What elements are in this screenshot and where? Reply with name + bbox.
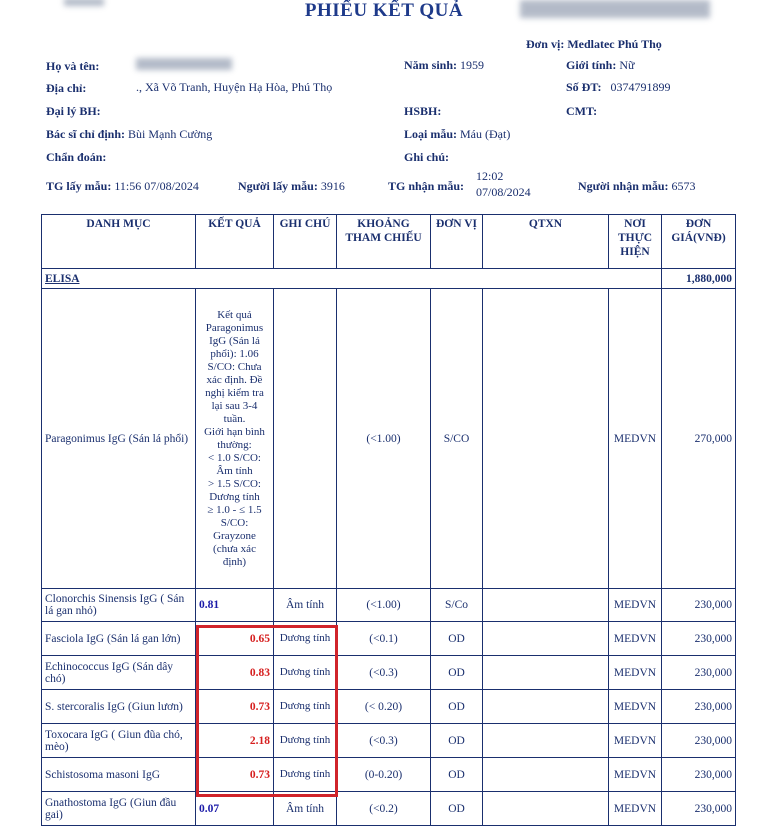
table-row <box>42 724 736 758</box>
receive-time-label: TG nhận mẫu: <box>388 179 465 193</box>
doctor-field <box>46 127 212 142</box>
note-cell: Âm tính <box>274 589 337 622</box>
qtxn-cell <box>483 656 609 690</box>
collector-label: Người lấy mẫu: <box>238 179 318 193</box>
result-line: nghị kiểm tra <box>205 386 264 399</box>
item-name: Gnathostoma IgG (Giun đầu gai) <box>42 792 196 826</box>
result-line: định) <box>222 555 247 568</box>
redacted-name <box>136 58 232 70</box>
unit-cell: S/Co <box>431 589 483 622</box>
ref-cell: (<0.2) <box>337 792 431 826</box>
address-label: Địa chỉ: <box>46 81 87 95</box>
phone-label: Số ĐT: <box>566 80 602 94</box>
result-line: Grayzone <box>213 529 256 542</box>
result-cell: 0.81 <box>196 589 274 622</box>
header-ref <box>337 215 431 269</box>
gender-label: Giới tính: <box>566 58 617 72</box>
item-name: Clonorchis Sinensis IgG ( Sán lá gan nhỏ) <box>42 589 196 622</box>
price-cell: 230,000 <box>662 690 736 724</box>
result-line: Dương tính <box>209 490 260 503</box>
unit-label: Đơn vị: <box>526 37 565 51</box>
unit-cell: OD <box>431 622 483 656</box>
header-place-line2: THỰC <box>617 232 653 244</box>
result-line: ≥ 1.0 - ≤ 1.5 <box>207 503 262 516</box>
result-line: Kết quả <box>217 308 252 321</box>
sample-time-field <box>46 179 199 194</box>
unit-line <box>526 37 662 52</box>
unit-cell: OD <box>431 724 483 758</box>
note-cell: Âm tính <box>274 792 337 826</box>
phone-field <box>566 80 670 95</box>
header-price <box>662 215 736 269</box>
unit-cell: S/CO <box>431 289 483 589</box>
header-place <box>609 215 662 269</box>
header-place-line1: NƠI <box>624 218 646 230</box>
paragonimus-result <box>196 289 274 589</box>
qtxn-cell <box>483 589 609 622</box>
table-row <box>42 622 736 656</box>
table-row <box>42 656 736 690</box>
qtxn-cell <box>483 289 609 589</box>
redacted-barcode <box>520 0 710 18</box>
item-name: Fasciola IgG (Sán lá gan lớn) <box>42 622 196 656</box>
header-result: KẾT QUẢ <box>196 215 274 269</box>
price-cell: 230,000 <box>662 758 736 792</box>
item-name: Paragonimus IgG (Sán lá phổi) <box>42 289 196 589</box>
ref-cell: (<1.00) <box>337 289 431 589</box>
qtxn-cell <box>483 690 609 724</box>
header-qtxn: QTXN <box>483 215 609 269</box>
diagnosis-label: Chẩn đoán: <box>46 150 107 164</box>
table-row <box>42 289 736 589</box>
result-line: IgG (Sán lá <box>209 334 260 347</box>
qtxn-cell <box>483 622 609 656</box>
result-line: phổi): 1.06 <box>210 347 259 360</box>
place-cell: MEDVN <box>609 758 662 792</box>
unit-cell: OD <box>431 690 483 724</box>
qtxn-cell <box>483 792 609 826</box>
ref-cell: (<1.00) <box>337 589 431 622</box>
agent-label: Đại lý BH: <box>46 104 101 118</box>
price-cell: 230,000 <box>662 656 736 690</box>
place-cell: MEDVN <box>609 724 662 758</box>
price-cell: 230,000 <box>662 724 736 758</box>
ref-cell: (0-0.20) <box>337 758 431 792</box>
phone-value: 0374791899 <box>610 80 671 94</box>
name-label: Họ và tên: <box>46 59 100 73</box>
result-line: thường: <box>217 438 252 451</box>
place-cell: MEDVN <box>609 589 662 622</box>
results-table <box>41 214 736 826</box>
unit-cell: OD <box>431 758 483 792</box>
group-row <box>42 269 736 289</box>
header-price-line2: GIÁ(VNĐ) <box>671 232 726 244</box>
sample-time-label: TG lấy mẫu: <box>46 179 112 193</box>
result-line: > 1.5 S/CO: <box>208 477 261 490</box>
result-line: S/CO: Chưa <box>207 360 262 373</box>
result-cell: 0.73 <box>196 690 274 724</box>
result-cell: 0.73 <box>196 758 274 792</box>
result-line: tuần. <box>223 412 246 425</box>
item-name: Toxocara IgG ( Giun đũa chó, mèo) <box>42 724 196 758</box>
header-ref-line2: THAM CHIẾU <box>345 232 422 244</box>
ref-cell: (<0.3) <box>337 656 431 690</box>
place-cell: MEDVN <box>609 690 662 724</box>
table-header-row <box>42 215 736 269</box>
result-cell: 0.65 <box>196 622 274 656</box>
page-title: PHIẾU KẾT QUẢ <box>304 0 464 21</box>
collector-field <box>238 179 345 194</box>
result-cell: 0.83 <box>196 656 274 690</box>
cmt-label: CMT: <box>566 104 598 118</box>
header-unit: ĐƠN VỊ <box>431 215 483 269</box>
result-line: (chưa xác <box>213 542 256 555</box>
header-note: GHI CHÚ <box>274 215 337 269</box>
place-cell: MEDVN <box>609 622 662 656</box>
note-cell: Dương tính <box>274 690 337 724</box>
note-cell: Dương tính <box>274 622 337 656</box>
receive-time-date: 07/08/2024 <box>476 185 531 199</box>
table-row <box>42 690 736 724</box>
note-cell: Dương tính <box>274 758 337 792</box>
unit-cell: OD <box>431 656 483 690</box>
hsbh-label: HSBH: <box>404 104 442 118</box>
price-cell: 270,000 <box>662 289 736 589</box>
ref-cell: (<0.1) <box>337 622 431 656</box>
item-name: S. stercoralis IgG (Giun lươn) <box>42 690 196 724</box>
result-line: xác định. Đề <box>206 373 263 386</box>
price-cell: 230,000 <box>662 589 736 622</box>
item-name: Echinococcus IgG (Sán dây chó) <box>42 656 196 690</box>
qtxn-cell <box>483 758 609 792</box>
table-row <box>42 589 736 622</box>
group-price: 1,880,000 <box>662 269 736 289</box>
group-name: ELISA <box>42 269 662 289</box>
result-line: lại sau 3-4 <box>211 399 258 412</box>
doctor-label: Bác sĩ chỉ định: <box>46 127 126 141</box>
unit-value: Medlatec Phú Thọ <box>567 37 662 51</box>
place-cell: MEDVN <box>609 656 662 690</box>
place-cell: MEDVN <box>609 289 662 589</box>
result-line: S/CO: <box>220 516 249 529</box>
sample-type-label: Loại mẫu: <box>404 127 458 141</box>
birth-value: 1959 <box>460 58 485 72</box>
header-place-line3: HIỆN <box>620 246 650 258</box>
result-line: Âm tính <box>216 464 253 477</box>
item-name: Schistosoma masoni IgG <box>42 758 196 792</box>
sample-time-value: 11:56 07/08/2024 <box>114 179 199 193</box>
unit-cell: OD <box>431 792 483 826</box>
birth-label: Năm sinh: <box>404 58 458 72</box>
notes-label: Ghi chú: <box>404 150 450 164</box>
place-cell: MEDVN <box>609 792 662 826</box>
note-cell: Dương tính <box>274 656 337 690</box>
result-line: Giới hạn bình <box>204 425 265 438</box>
price-cell: 230,000 <box>662 622 736 656</box>
receiver-field <box>578 179 696 194</box>
collector-value: 3916 <box>320 179 345 193</box>
header-ref-line1: KHOẢNG <box>357 218 410 230</box>
sample-type-value: Máu (Đạt) <box>460 127 511 141</box>
gender-value: Nữ <box>619 58 635 72</box>
receiver-value: 6573 <box>671 179 696 193</box>
birth-field <box>404 58 484 73</box>
result-cell: 0.07 <box>196 792 274 826</box>
gender-field <box>566 58 635 73</box>
ref-cell: (<0.3) <box>337 724 431 758</box>
receiver-label: Người nhận mẫu: <box>578 179 669 193</box>
note-cell <box>274 289 337 589</box>
doctor-value: Bùi Mạnh Cường <box>128 127 213 141</box>
receive-time-hour: 12:02 <box>476 169 504 183</box>
note-cell: Dương tính <box>274 724 337 758</box>
table-row <box>42 758 736 792</box>
result-line: Paragonimus <box>205 321 264 334</box>
header-item: DANH MỤC <box>42 215 196 269</box>
header-price-line1: ĐƠN <box>685 218 712 230</box>
qtxn-cell <box>483 724 609 758</box>
result-cell: 2.18 <box>196 724 274 758</box>
result-line: < 1.0 S/CO: <box>208 451 261 464</box>
table-row <box>42 792 736 826</box>
highlight-box <box>196 625 338 797</box>
price-cell: 230,000 <box>662 792 736 826</box>
ref-cell: (< 0.20) <box>337 690 431 724</box>
address-value: ., Xã Võ Tranh, Huyện Hạ Hòa, Phú Thọ <box>136 80 333 94</box>
sample-type-field <box>404 127 510 142</box>
